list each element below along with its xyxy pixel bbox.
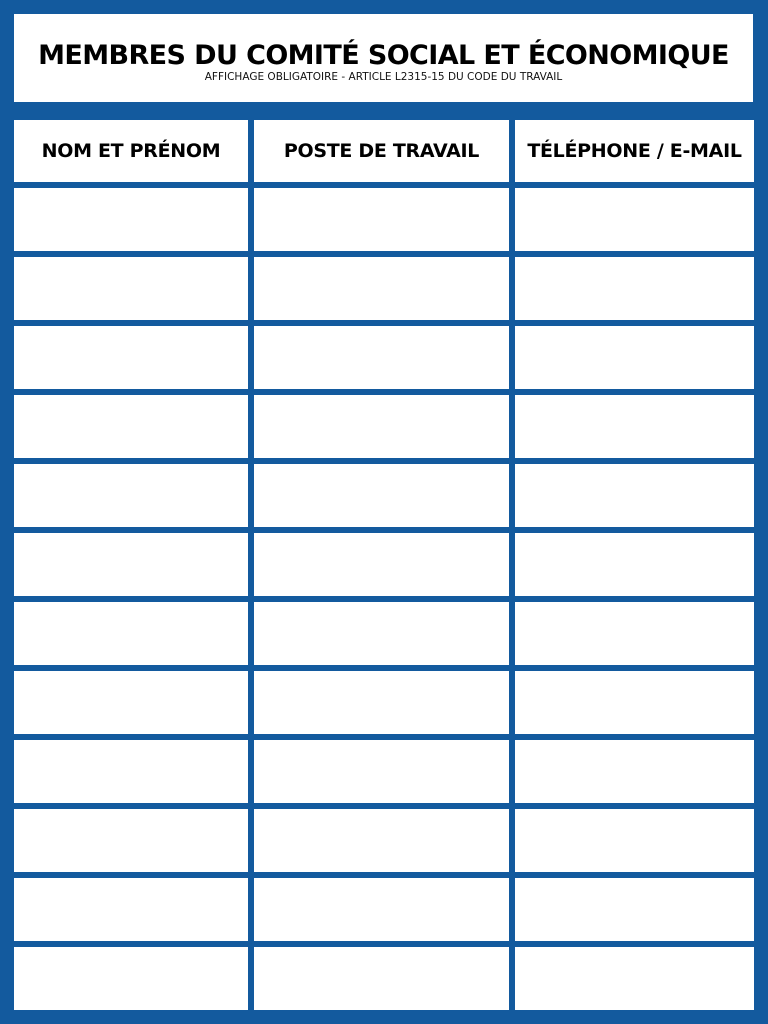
table-cell-position [254,533,509,596]
table-cell-name [14,878,248,941]
members-table [14,120,754,1010]
table-cell-contact [515,809,754,872]
column-header-contact: TÉLÉPHONE / E-MAIL [515,120,754,182]
table-cell-contact [515,257,754,320]
table-cell-name [14,809,248,872]
column-header-position: POSTE DE TRAVAIL [254,120,509,182]
table-cell-contact [515,395,754,458]
table-cell-name [14,188,248,251]
table-cell-name [14,533,248,596]
table-cell-position [254,878,509,941]
table-cell-position [254,464,509,527]
table-cell-position [254,671,509,734]
table-cell-position [254,326,509,389]
table-cell-contact [515,671,754,734]
document-title: MEMBRES DU COMITÉ SOCIAL ET ÉCONOMIQUE [38,40,729,71]
table-cell-contact [515,326,754,389]
header-panel [14,14,753,102]
table-cell-name [14,947,248,1010]
table-cell-name [14,395,248,458]
table-cell-position [254,809,509,872]
table-cell-contact [515,740,754,803]
table-cell-contact [515,947,754,1010]
column-header-name: NOM ET PRÉNOM [14,120,248,182]
table-cell-contact [515,602,754,665]
table-cell-position [254,188,509,251]
table-cell-name [14,257,248,320]
table-cell-contact [515,464,754,527]
table-cell-position [254,602,509,665]
table-cell-name [14,740,248,803]
table-cell-position [254,947,509,1010]
table-cell-position [254,395,509,458]
table-cell-name [14,602,248,665]
table-cell-contact [515,878,754,941]
document-subtitle: AFFICHAGE OBLIGATOIRE - ARTICLE L2315-15 DU CODE DU TRAVAIL [204,71,563,83]
table-cell-name [14,671,248,734]
table-cell-name [14,326,248,389]
table-cell-position [254,740,509,803]
table-cell-contact [515,188,754,251]
table-cell-contact [515,533,754,596]
table-cell-position [254,257,509,320]
table-cell-name [14,464,248,527]
